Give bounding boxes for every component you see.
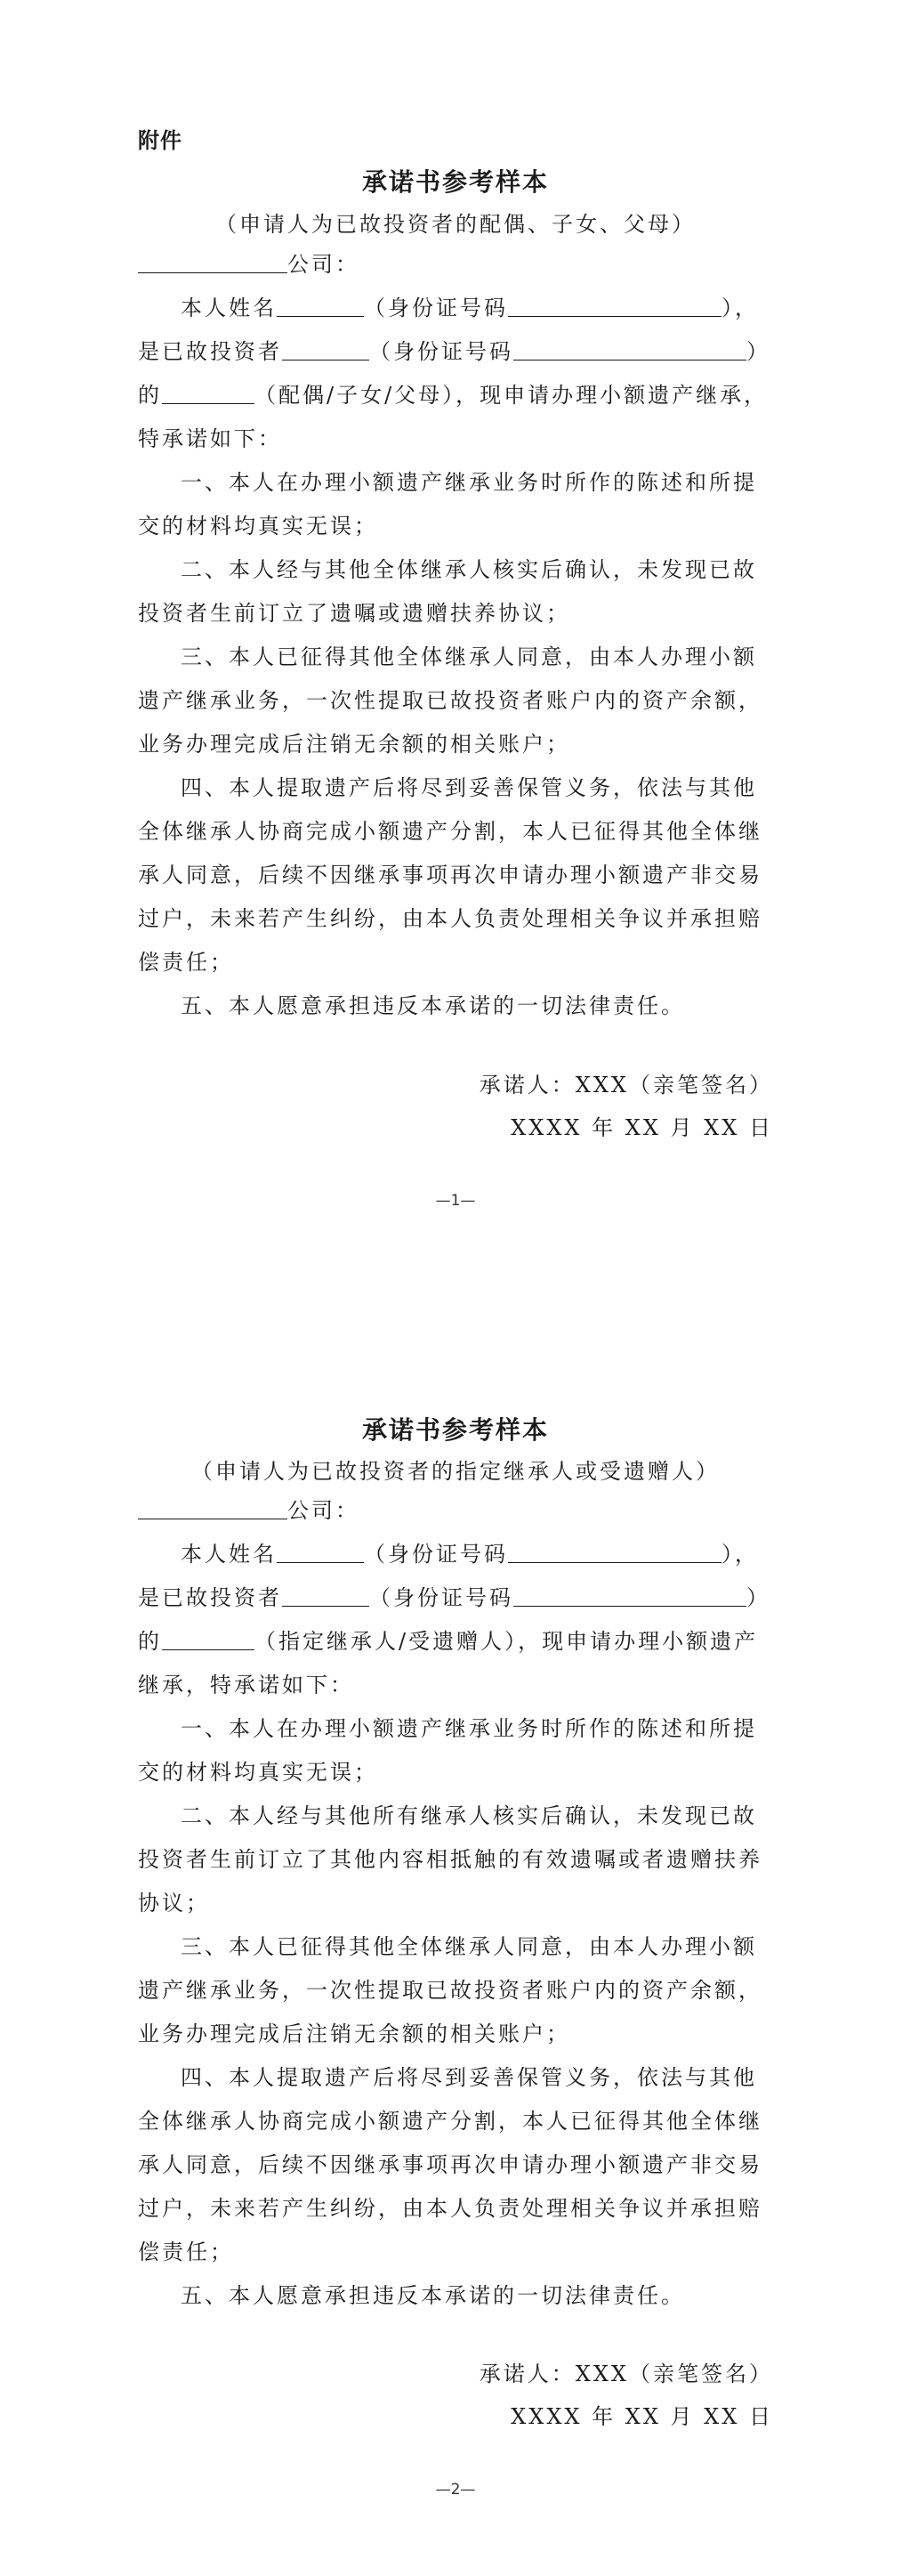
id-label: （身份证号码 [364, 296, 508, 320]
relation-label: 的 [138, 383, 162, 408]
applicant-line [138, 1533, 773, 1576]
commit-intro: 继承，特承诺如下： [138, 1673, 354, 1697]
id-suffix: ）， [722, 296, 759, 320]
id-blank [508, 1541, 722, 1563]
company-blank [138, 251, 287, 273]
relation-line [138, 374, 773, 417]
applicant-line [138, 287, 773, 330]
relation-blank [162, 382, 254, 404]
clause-2: 二、本人经与其他全体继承人核实后确认，未发现已故投资者生前订立了遗嘱或遗赠扶养协议； [138, 557, 757, 626]
name-blank [277, 1541, 364, 1563]
page-1-signer: 承诺人：XXX（亲笔签名） [479, 1073, 773, 1098]
clause-5: 五、本人愿意承担违反本承诺的一切法律责任。 [181, 2283, 685, 2308]
deceased-id-suffix: ） [746, 1585, 770, 1610]
clause-3: 三、本人已征得其他全体继承人同意，由本人办理小额遗产继承业务，一次性提取已故投资者账户内的资产余额，业务办理完成后注销无余额的相关账户； [138, 644, 762, 757]
company-suffix: 公司： [287, 1498, 359, 1523]
attachment-label: 附件 [138, 128, 182, 153]
relation-options: （指定继承人/受遗赠人），现申请办理小额遗产 [254, 1629, 759, 1654]
company-suffix: 公司： [287, 252, 359, 277]
page-2-body [138, 1489, 773, 2318]
page-2-signer: 承诺人：XXX（亲笔签名） [479, 2361, 773, 2386]
relation-line [138, 1620, 773, 1664]
deceased-label: 是已故投资者 [138, 339, 282, 364]
deceased-name-blank [282, 338, 369, 360]
page-1-subtitle: （申请人为已故投资者的配偶、子女、父母） [215, 212, 696, 237]
clause-4: 四、本人提取遗产后将尽到妥善保管义务，依法与其他全体继承人协商完成小额遗产分割，本人已征得其他全体继承人同意，后续不因继承事项再次申请办理小额遗产非交易过户，未来若产生纠纷，由本人负责处理相关争议并承担赔偿责任； [138, 2065, 762, 2264]
clause-5: 五、本人愿意承担违反本承诺的一切法律责任。 [181, 993, 685, 1018]
company-line [138, 1489, 773, 1533]
company-blank [138, 1497, 287, 1519]
clause-1: 一、本人在办理小额遗产继承业务时所作的陈述和所提交的材料均真实无误； [138, 470, 757, 539]
deceased-name-blank [282, 1584, 369, 1607]
id-label: （身份证号码 [364, 1542, 508, 1567]
company-line [138, 243, 773, 287]
page-2-number: —2— [435, 2481, 476, 2499]
name-blank [277, 295, 364, 317]
relation-options: （配偶/子女/父母），现申请办理小额遗产继承， [254, 383, 769, 408]
clause-1: 一、本人在办理小额遗产继承业务时所作的陈述和所提交的材料均真实无误； [138, 1716, 757, 1785]
deceased-id-label: （身份证号码 [369, 339, 513, 364]
deceased-id-suffix: ） [746, 339, 770, 364]
deceased-id-label: （身份证号码 [369, 1585, 513, 1610]
deceased-line [138, 330, 773, 374]
relation-label: 的 [138, 1629, 162, 1654]
page-1-number: —1— [435, 1192, 476, 1210]
deceased-id-blank [513, 1584, 746, 1607]
name-label: 本人姓名 [181, 296, 277, 320]
clause-4: 四、本人提取遗产后将尽到妥善保管义务，依法与其他全体继承人协商完成小额遗产分割，本人已征得其他全体继承人同意，后续不因继承事项再次申请办理小额遗产非交易过户，未来若产生纠纷，由本人负责处理相关争议并承担赔偿责任； [138, 775, 762, 975]
page-1-body [138, 243, 773, 1028]
deceased-label: 是已故投资者 [138, 1585, 282, 1610]
commit-intro: 特承诺如下： [138, 426, 282, 451]
deceased-id-blank [513, 338, 746, 360]
clause-2: 二、本人经与其他所有继承人核实后确认，未发现已故投资者生前订立了其他内容相抵触的有效遗嘱或者遗赠扶养协议； [138, 1803, 762, 1916]
clause-3: 三、本人已征得其他全体继承人同意，由本人办理小额遗产继承业务，一次性提取已故投资者账户内的资产余额，业务办理完成后注销无余额的相关账户； [138, 1934, 762, 2046]
page-2-subtitle: （申请人为已故投资者的指定继承人或受遗赠人） [191, 1459, 720, 1484]
deceased-line [138, 1576, 773, 1620]
name-label: 本人姓名 [181, 1542, 277, 1567]
id-suffix: ）， [722, 1542, 759, 1567]
page-1-date: XXXX 年 XX 月 XX 日 [511, 1115, 773, 1140]
page-2-date: XXXX 年 XX 月 XX 日 [511, 2404, 773, 2429]
page-2-title: 承诺书参考样本 [361, 1415, 549, 1445]
page-2 [0, 1288, 911, 2576]
page-1-title: 承诺书参考样本 [361, 167, 549, 197]
id-blank [508, 295, 722, 317]
relation-blank [162, 1628, 254, 1650]
